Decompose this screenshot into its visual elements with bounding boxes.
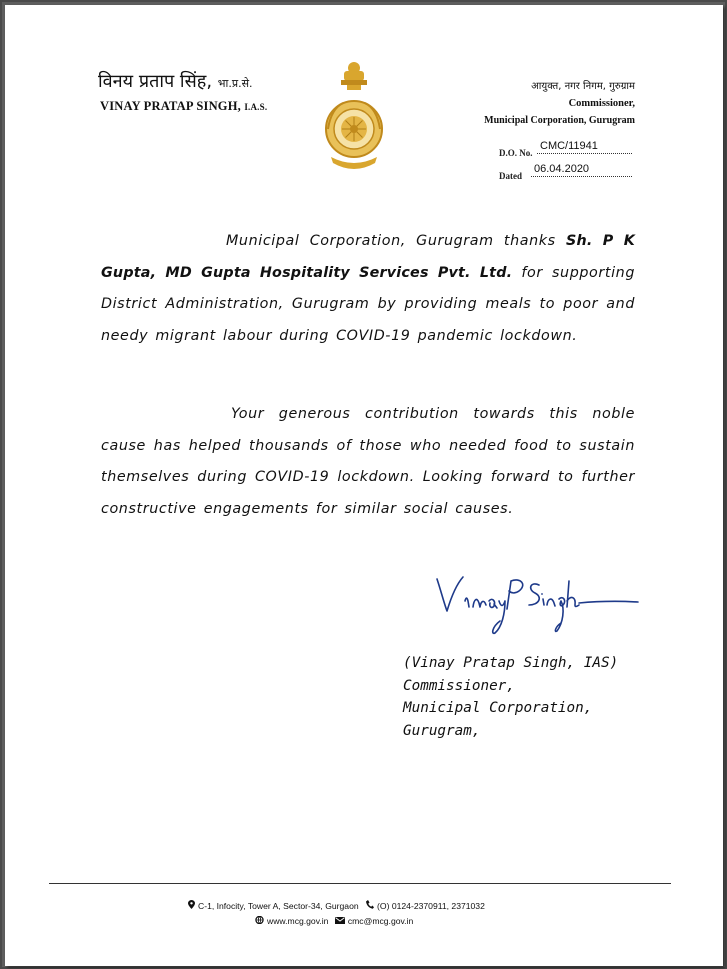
- haryana-state-emblem-icon: [323, 59, 385, 177]
- footer-divider: [49, 883, 671, 884]
- do-number-value: CMC/11941: [537, 140, 632, 154]
- letter-paragraph-2: Your generous contribution towards this noble cause has helped thousands of those who needed food to sustain themselves during COVID-19 lockdown. Looking forward to further constructive engagements for similar social causes.: [101, 406, 635, 517]
- footer-contact-line: [255, 916, 413, 926]
- footer-website[interactable]: www.mcg.gov.in: [267, 916, 329, 926]
- signature-block: [403, 652, 618, 742]
- envelope-icon: [335, 916, 345, 926]
- hindi-title: आयुक्त, नगर निगम, गुरुग्राम: [531, 81, 635, 92]
- hindi-name: विनय प्रताप सिंह, भा.प्र.से.: [98, 71, 253, 92]
- footer-phone: (O) 0124-2370911, 2371032: [377, 901, 485, 911]
- signatory-name: (Vinay Pratap Singh, IAS): [403, 655, 619, 671]
- handwritten-signature: [435, 571, 640, 641]
- english-name: VINAY PRATAP SINGH, I.A.S.: [100, 99, 268, 113]
- footer-email[interactable]: cmc@mcg.gov.in: [347, 916, 414, 926]
- organization-title: Municipal Corporation, Gurugram: [484, 115, 635, 126]
- dated-label: Dated: [499, 171, 522, 181]
- phone-icon: [366, 900, 374, 911]
- english-name-suffix: I.A.S.: [244, 102, 268, 112]
- signatory-designation: Commissioner,: [403, 677, 515, 694]
- dated-value: 06.04.2020: [531, 163, 632, 177]
- globe-icon: [255, 916, 264, 926]
- letter-page: [5, 5, 723, 966]
- commissioner-title: Commissioner,: [568, 98, 635, 109]
- footer-address-line: [188, 900, 485, 911]
- recipient-name: Sh. P K Gupta, MD Gupta Hospitality Services Pvt. Ltd.: [101, 233, 635, 281]
- signatory-organization: Municipal Corporation,: [403, 700, 593, 716]
- letter-paragraph-1: Municipal Corporation, Gurugram thanks Sh. P K Gupta, MD Gupta Hospitality Services Pvt. Ltd. for supporting District Administration, Gurugram by providing meals to poor and needy migrant labour during COVID-19 pandemic lockdown.: [101, 233, 635, 344]
- location-pin-icon: [188, 900, 195, 911]
- footer-address: C-1, Infocity, Tower A, Sector-34, Gurgaon: [198, 901, 359, 911]
- hindi-name-suffix: भा.प्र.से.: [217, 77, 253, 90]
- signatory-city: Gurugram,: [403, 722, 481, 739]
- do-number-label: D.O. No.: [499, 148, 533, 158]
